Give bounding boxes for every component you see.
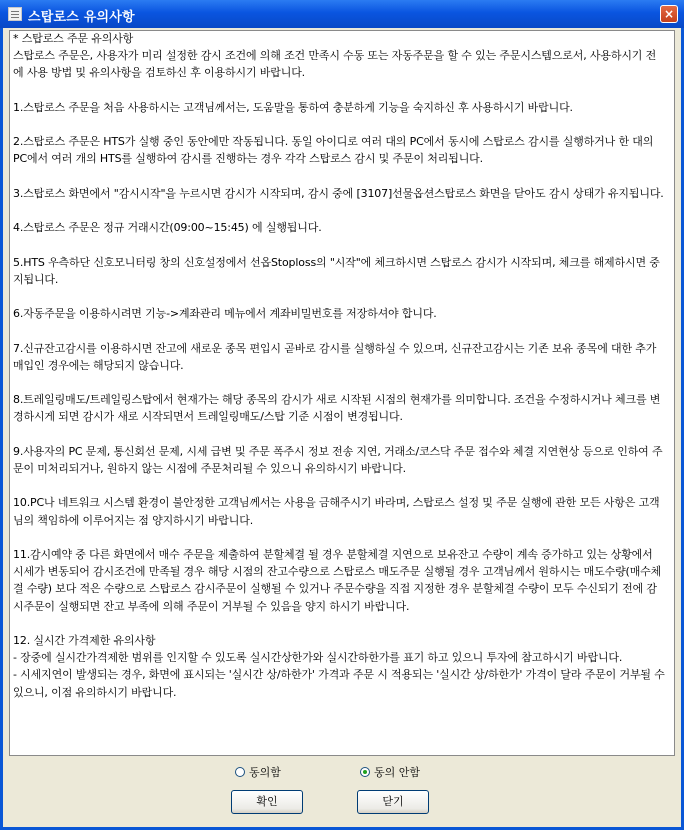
notice-text-box[interactable] xyxy=(9,30,675,756)
agree-radio[interactable] xyxy=(235,764,281,780)
notice-paragraph-9: 9.사용자의 PC 문제, 통신회선 문제, 시세 급변 및 주문 폭주시 정보 전송 지연, 거래소/코스닥 주문 접수와 체결 지연현상 등으로 인하여 주문이 미처리되거나, 원하지 않는 시점에 주문처리될 수 있으니 유의하시기 바랍니다. xyxy=(13,444,663,475)
notice-paragraph-2: 2.스탑로스 주문은 HTS가 실행 중인 동안에만 작동됩니다. 동일 아이디로 여러 대의 PC에서 동시에 스탑로스 감시를 실행하거나 한 대의 PC에서 여러 개의 HTS를 실행하여 감시를 진행하는 경우 각각 스탑로스 감시 및 주문이 처리됩니다. xyxy=(13,135,657,166)
agree-label[interactable]: 동의함 xyxy=(249,766,281,779)
agree-radio-dot[interactable] xyxy=(235,767,245,777)
notice-paragraph-5: 5.HTS 우측하단 신호모니터링 창의 신호설정에서 선옵Stoploss의 "시작"에 체크하시면 스탑로스 감시가 시작되며, 체크를 해제하시면 중지됩니다. xyxy=(13,255,660,286)
disagree-label[interactable]: 동의 안함 xyxy=(374,766,421,779)
notice-paragraph-12: 12. 실시간 가격제한 유의사항 - 장중에 실시간가격제한 범위를 인지할 수 있도록 실시간상한가와 실시간하한가를 표기 하고 있으니 투자에 참고하시기 바랍니다. - 시세지연이 발생되는 경우, 화면에 표시되는 '실시간 상/하한가' 가격과 주문 시 적용되는 '실시간 상/하한가' 가격이 달라 주문이 거부될 수 있으니, 이점 유의하시기 바랍니다. xyxy=(13,633,665,699)
confirm-button[interactable]: 확인 xyxy=(231,790,303,814)
window-title: 스탑로스 유의사항 xyxy=(28,10,135,25)
notice-paragraph-11: 11.감시예약 중 다른 화면에서 매수 주문을 제출하여 분할체결 될 경우 분할체결 지연으로 보유잔고 수량이 계속 증가하고 있는 상황에서 시세가 변동되어 감시조건에 만족될 경우 해당 시점의 잔고수량으로 스탑로스 매도주문 실행될 경우 고객님께서 원하시는 매도수량(매수체결 수량) 보다 적은 수량으로 스탑로스 감시주문이 실행될 수 있거나 주문수량을 직접 지정한 경우 분할체결 수량이 모두 수신되기 전에 감시주문이 실행되면 잔고 부족에 의해 주문이 거부될 수 있음을 양지 하시기 바랍니다. xyxy=(13,547,662,613)
consent-options xyxy=(3,764,681,782)
notice-header: * 스탑로스 주문 유의사항 xyxy=(13,32,134,45)
notice-paragraph-8: 8.트레일링매도/트레일링스탑에서 현재가는 해당 종목의 감시가 새로 시작된 시점의 현재가를 의미합니다. 조건을 수정하시거나 체크를 변경하시게 되면 감시가 새로 시작되면서 트레일링매도/스탑 기준 시점이 변경됩니다. xyxy=(13,393,661,424)
notice-paragraph-3: 3.스탑로스 화면에서 "감시시작"을 누르시면 감시가 시작되며, 감시 중에 [3107]선물옵션스탑로스 화면을 닫아도 감시 상태가 유지됩니다. xyxy=(13,186,664,200)
notice-text xyxy=(13,30,665,701)
disagree-radio[interactable] xyxy=(360,764,420,780)
notice-paragraph-4: 4.스탑로스 주문은 정규 거래시간(09:00~15:45) 에 실행됩니다. xyxy=(13,221,322,235)
notice-paragraph-1: 1.스탑로스 주문을 처음 사용하시는 고객님께서는, 도움말을 통하여 충분하게 기능을 숙지하신 후 사용하시기 바랍니다. xyxy=(13,100,573,114)
close-button[interactable]: 닫기 xyxy=(357,790,429,814)
notice-paragraph-10: 10.PC나 네트워크 시스템 환경이 불안정한 고객님께서는 사용을 금해주시기 바라며, 스탑로스 설정 및 주문 실행에 관한 모든 사항은 고객님의 책임하에 이루어지는 점 양지하시기 바랍니다. xyxy=(13,496,660,527)
app-icon xyxy=(8,7,22,21)
notice-paragraph-intro: 스탑로스 주문은, 사용자가 미리 설정한 감시 조건에 의해 조건 만족시 수동 또는 자동주문을 할 수 있는 주문시스템으로서, 사용하시기 전에 사용 방법 및 유의사항을 검토하신 후 이용하시기 바랍니다. xyxy=(13,49,657,80)
title-bar[interactable] xyxy=(0,0,684,28)
notice-paragraph-7: 7.신규잔고감시를 이용하시면 잔고에 새로운 종목 편입시 곧바로 감시를 실행하실 수 있으며, 신규잔고감시는 기존 보유 종목에 대한 추가 매입인 경우에는 해당되지 않습니다. xyxy=(13,341,660,372)
close-window-button[interactable]: × xyxy=(660,5,678,23)
notice-paragraph-6: 6.자동주문을 이용하시려면 기능->계좌관리 메뉴에서 계좌비밀번호를 저장하셔야 합니다. xyxy=(13,307,437,321)
disagree-radio-dot[interactable] xyxy=(360,767,370,777)
